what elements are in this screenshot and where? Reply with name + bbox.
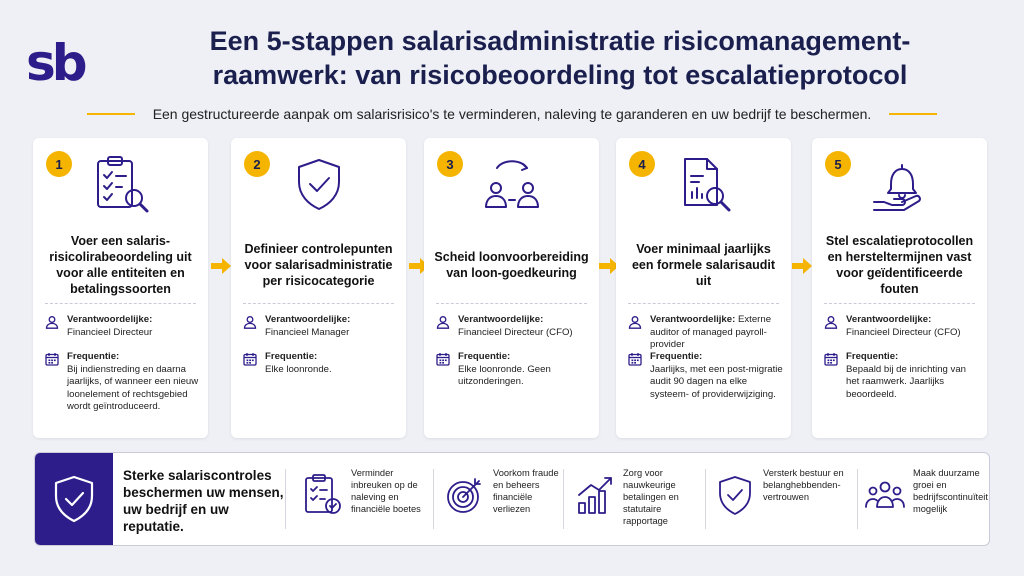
shield-check-icon xyxy=(288,154,350,216)
owner-block xyxy=(628,314,783,352)
frequency-label: Frequentie: xyxy=(67,351,120,362)
person-icon xyxy=(628,315,642,329)
owner-label: Verantwoordelijke: xyxy=(67,314,153,325)
step-card-4 xyxy=(616,138,791,438)
step-card-5 xyxy=(812,138,987,438)
benefit-text: Versterk bestuur en belanghebbenden-vertrouwen xyxy=(763,468,844,502)
calendar-icon xyxy=(243,352,257,366)
arrow-right-icon xyxy=(791,256,813,276)
card-divider xyxy=(628,303,779,304)
banner-divider xyxy=(433,469,434,529)
hand-bell-icon xyxy=(869,154,931,216)
calendar-icon xyxy=(824,352,838,366)
shield-check-icon xyxy=(52,474,96,524)
benefit-text: Maak duurzame groei en bedrijfscontinuïteit mogelijk xyxy=(913,468,988,514)
step-number-badge: 3 xyxy=(437,151,463,177)
people-swap-icon xyxy=(481,154,543,216)
step-number-badge: 5 xyxy=(825,151,851,177)
frequency-value: Bepaald bij de inrichting van het raamwerk. Jaarlijks beoordeeld. xyxy=(846,363,967,400)
frequency-label: Frequentie: xyxy=(265,351,318,362)
frequency-label: Frequentie: xyxy=(650,351,703,362)
card-divider xyxy=(824,303,975,304)
step-card-1 xyxy=(33,138,208,438)
frequency-block xyxy=(243,351,398,376)
owner-value: Externe auditor of managed payroll-provider xyxy=(650,314,772,350)
person-icon xyxy=(436,315,450,329)
card-divider xyxy=(243,303,394,304)
frequency-block xyxy=(628,351,783,401)
banner-divider xyxy=(285,469,286,529)
card-divider xyxy=(436,303,587,304)
owner-block xyxy=(45,314,200,339)
step-title: Scheid loonvoorbereiding van loon-goedkeuring xyxy=(434,250,589,280)
banner-divider xyxy=(563,469,564,529)
owner-block xyxy=(824,314,979,339)
step-card-2 xyxy=(231,138,406,438)
step-number-badge: 4 xyxy=(629,151,655,177)
step-number-badge: 1 xyxy=(46,151,72,177)
calendar-icon xyxy=(436,352,450,366)
owner-value: Financieel Directeur (CFO) xyxy=(458,326,573,338)
step-card-3 xyxy=(424,138,599,438)
banner-headline: Sterke salariscontroles beschermen uw mensen, uw bedrijf en uw reputatie. xyxy=(123,468,284,534)
report-search-icon xyxy=(673,154,735,216)
shield-check-icon xyxy=(715,473,755,517)
benefit-text: Zorg voor nauwkeurige betalingen en statutaire rapportage xyxy=(623,468,679,526)
banner-divider xyxy=(857,469,858,529)
frequency-value: Jaarlijks, met een post-migratie audit 90 dagen na elke systeem- of providerwijziging. xyxy=(650,363,783,400)
frequency-block xyxy=(45,351,200,414)
frequency-block xyxy=(824,351,979,401)
benefit-item-4 xyxy=(715,467,855,533)
person-icon xyxy=(243,315,257,329)
benefit-text: Verminder inbreuken op de naleving en financiële boetes xyxy=(351,468,421,514)
growth-chart-icon xyxy=(575,473,615,517)
step-title: Stel escalatieprotocollen en hersteltermijnen vast voor geïdentificeerde fouten xyxy=(825,234,974,296)
owner-block xyxy=(243,314,398,339)
card-divider xyxy=(45,303,196,304)
checklist-icon xyxy=(303,473,343,517)
page-title-line-2: raamwerk: van risicobeoordeling tot escalatieprotocol xyxy=(212,60,908,90)
brand-logo: sb xyxy=(26,34,84,92)
owner-label: Verantwoordelijke: xyxy=(650,314,736,325)
frequency-value: Bij indienstreding en daarna jaarlijks, of wanneer een nieuw loonelement of rechtsgebied wordt geïntroduceerd. xyxy=(67,363,199,412)
benefit-item-2 xyxy=(445,467,565,533)
person-icon xyxy=(824,315,838,329)
owner-value: Financieel Directeur (CFO) xyxy=(846,326,961,338)
person-icon xyxy=(45,315,59,329)
banner-divider xyxy=(705,469,706,529)
benefit-item-5 xyxy=(865,467,989,533)
step-title: Voer minimaal jaarlijks een formele salarisaudit uit xyxy=(631,242,776,288)
target-icon xyxy=(445,473,485,517)
owner-label: Verantwoordelijke: xyxy=(458,314,544,325)
subtitle-rule-left xyxy=(87,113,135,115)
owner-block xyxy=(436,314,591,339)
benefit-text: Voorkom fraude en beheers financiële verliezen xyxy=(493,468,559,514)
subtitle-rule-right xyxy=(889,113,937,115)
benefit-item-1 xyxy=(303,467,433,533)
calendar-icon xyxy=(628,352,642,366)
frequency-label: Frequentie: xyxy=(458,351,511,362)
step-title: Voer een salaris-risicolirabeoordeling uit voor alle entiteiten en betalingssoorten xyxy=(49,234,192,296)
frequency-block xyxy=(436,351,591,389)
frequency-value: Elke loonronde. Geen uitzonderingen. xyxy=(458,363,551,387)
page-title-line-1: Een 5-stappen salarisadministratie risicomanagement- xyxy=(209,26,911,56)
people-group-icon xyxy=(865,473,905,517)
page-subtitle: Een gestructureerde aanpak om salarisrisico's te verminderen, naleving te garanderen en uw bedrijf te beschermen. xyxy=(152,106,872,122)
arrow-right-icon xyxy=(210,256,232,276)
banner-shield-panel xyxy=(35,453,113,545)
clipboard-search-icon xyxy=(90,154,152,216)
owner-label: Verantwoordelijke: xyxy=(265,314,351,325)
step-number-badge: 2 xyxy=(244,151,270,177)
benefits-banner xyxy=(34,452,990,546)
owner-value: Financieel Manager xyxy=(265,326,350,338)
owner-value: Financieel Directeur xyxy=(67,326,153,338)
frequency-label: Frequentie: xyxy=(846,351,899,362)
calendar-icon xyxy=(45,352,59,366)
page-title xyxy=(110,24,1010,92)
benefit-item-3 xyxy=(575,467,705,533)
subtitle-row xyxy=(0,106,1024,122)
frequency-value: Elke loonronde. xyxy=(265,363,332,375)
owner-label: Verantwoordelijke: xyxy=(846,314,932,325)
step-title: Definieer controlepunten voor salarisadministratie per risicocategorie xyxy=(244,242,393,288)
